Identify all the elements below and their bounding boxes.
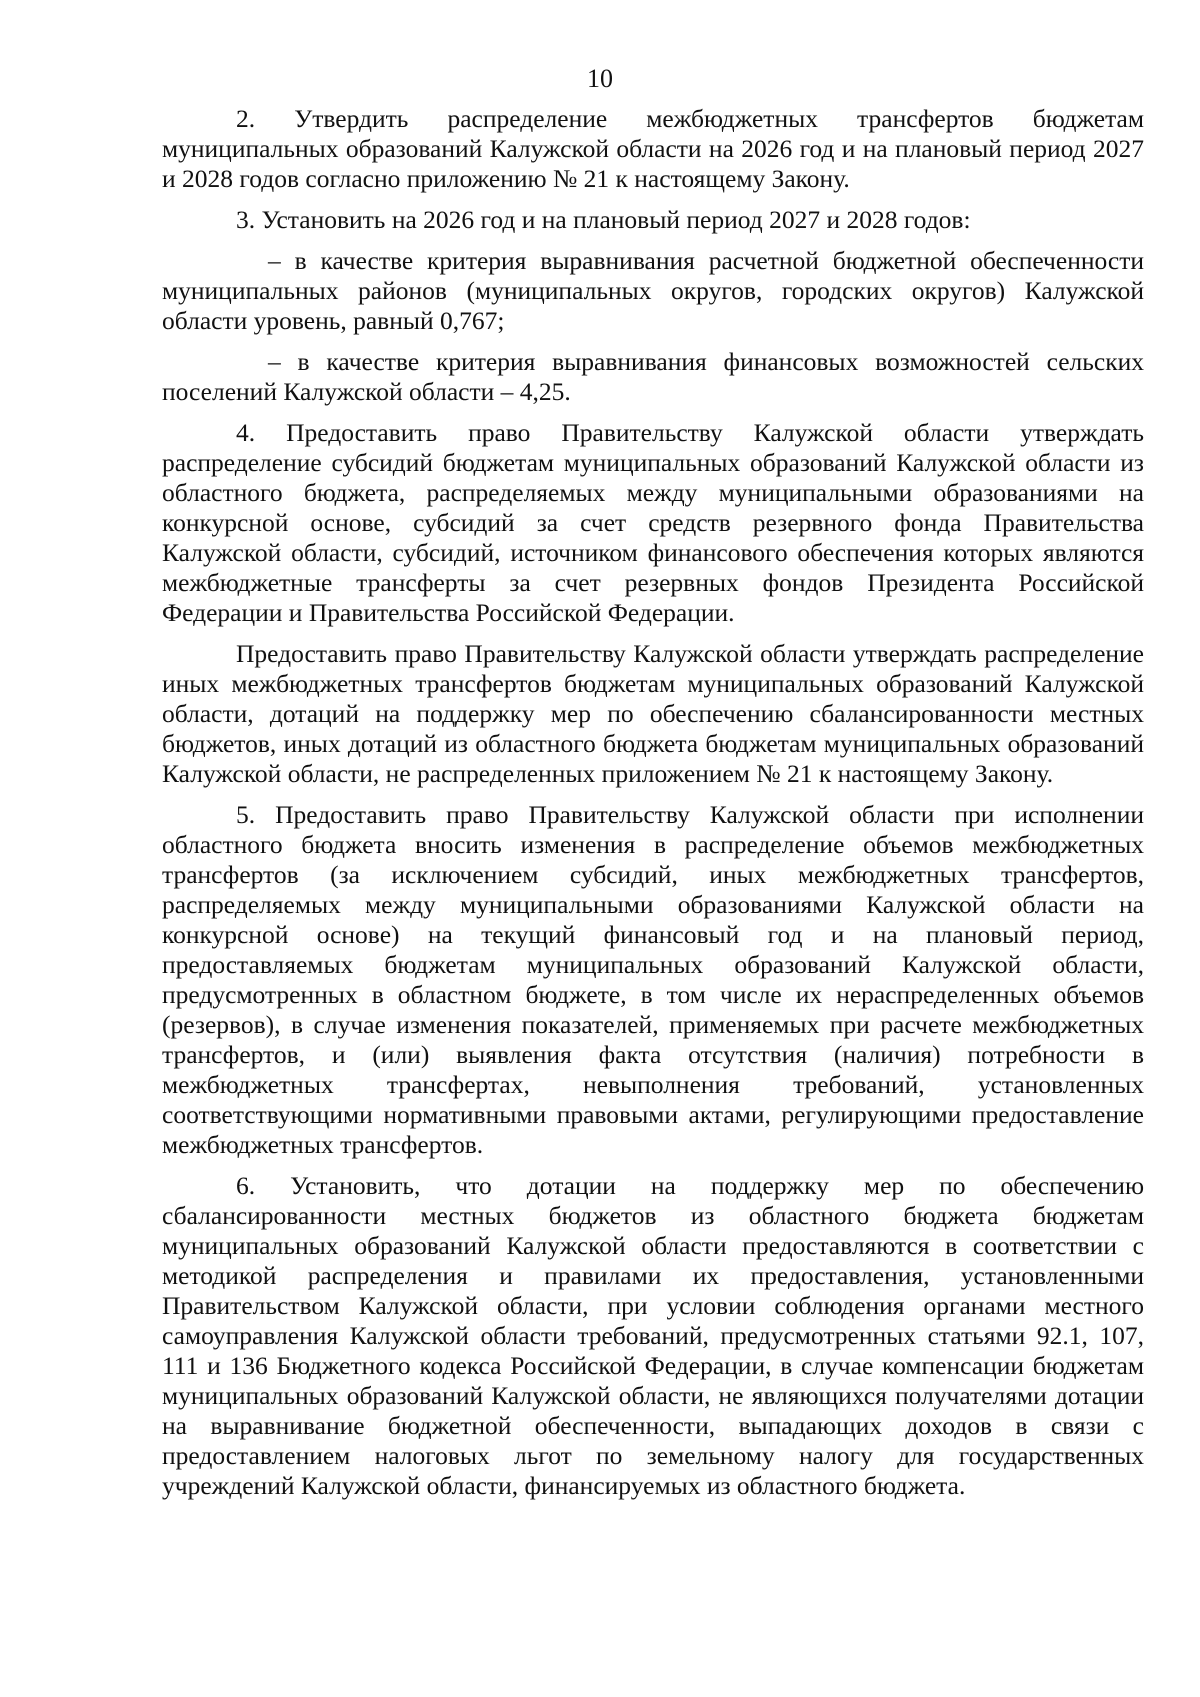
document-body [162, 104, 1144, 1512]
paragraph-criterion-municipal-districts: – в качестве критерия выравнивания расчетной бюджетной обеспеченности муниципальных районов (муниципальных округов, городских округов) Калужской области уровень, равный 0,767; [162, 246, 1144, 335]
paragraph-item-6: 6. Установить, что дотации на поддержку мер по обеспечению сбалансированности местных бюджетов из областного бюджета бюджетам муниципальных образований Калужской области предоставляются в соответствии с методикой распределения и правилами их предоставления, установленными Правительством Калужской области, при условии соблюдения органами местного самоуправления Калужской области требований, предусмотренных статьями 92.1, 107, 111 и 136 Бюджетного кодекса Российской Федерации, в случае компенсации бюджетам муниципальных образований Калужской области, не являющихся получателями дотации на выравнивание бюджетной обеспеченности, выпадающих доходов в связи с предоставлением налоговых льгот по земельному налогу для государственных учреждений Калужской области, финансируемых из областного бюджета. [162, 1171, 1144, 1500]
paragraph-criterion-rural-settlements: – в качестве критерия выравнивания финансовых возможностей сельских поселений Калужской области – 4,25. [162, 347, 1144, 406]
paragraph-item-4: 4. Предоставить право Правительству Калужской области утверждать распределение субсидий бюджетам муниципальных образований Калужской области из областного бюджета, распределяемых между муниципальными образованиями на конкурсной основе, субсидий за счет средств резервного фонда Правительства Калужской области, субсидий, источником финансового обеспечения которых являются межбюджетные трансферты за счет резервных фондов Президента Российской Федерации и Правительства Российской Федерации. [162, 418, 1144, 627]
page-number: 10 [587, 64, 613, 93]
paragraph-item-2: 2. Утвердить распределение межбюджетных трансфертов бюджетам муниципальных образований Калужской области на 2026 год и на плановый период 2027 и 2028 годов согласно приложению № 21 к настоящему Закону. [162, 104, 1144, 193]
paragraph-item-5: 5. Предоставить право Правительству Калужской области при исполнении областного бюджета вносить изменения в распределение объемов межбюджетных трансфертов (за исключением субсидий, иных межбюджетных трансфертов, распределяемых между муниципальными образованиями Калужской области на конкурсной основе) на текущий финансовый год и на плановый период, предоставляемых бюджетам муниципальных образований Калужской области, предусмотренных в областном бюджете, в том числе их нераспределенных объемов (резервов), в случае изменения показателей, применяемых при расчете межбюджетных трансфертов, и (или) выявления факта отсутствия (наличия) потребности в межбюджетных трансфертах, невыполнения требований, установленных соответствующими нормативными правовыми актами, регулирующими предоставление межбюджетных трансфертов. [162, 800, 1144, 1159]
paragraph-item-3: 3. Установить на 2026 год и на плановый период 2027 и 2028 годов: [236, 205, 971, 234]
paragraph-item-4-continuation: Предоставить право Правительству Калужской области утверждать распределение иных межбюджетных трансфертов бюджетам муниципальных образований Калужской области, дотаций на поддержку мер по обеспечению сбалансированности местных бюджетов, иных дотаций из областного бюджета бюджетам муниципальных образований Калужской области, не распределенных приложением № 21 к настоящему Закону. [162, 639, 1144, 788]
